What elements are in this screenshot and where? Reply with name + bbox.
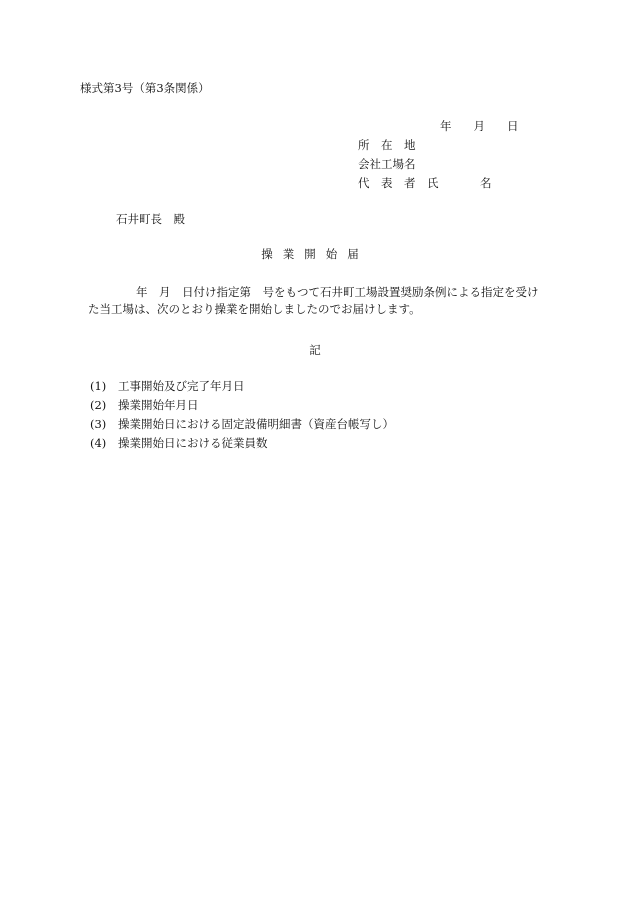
list-item: [90, 377, 394, 396]
sender-block: [358, 136, 492, 193]
sender-company-row: [358, 155, 492, 174]
body-line-2: た当工場は、次のとおり操業を開始しましたのでお届けします。: [88, 302, 421, 317]
date-year: 年: [440, 119, 452, 133]
item-number: (2): [90, 397, 107, 412]
date-month: 月: [473, 119, 485, 133]
item-number: (1): [90, 378, 107, 393]
body-line-1: 年 月 日付け指定第 号をもつて石井町工場設置奨励条例による指定を受け: [136, 285, 539, 299]
item-number: (4): [90, 435, 107, 450]
body-paragraph: [88, 284, 558, 319]
item-text: 操業開始日における従業員数: [118, 435, 268, 450]
date-line: [440, 118, 519, 135]
item-list: [90, 377, 394, 453]
list-item: [90, 415, 394, 434]
item-number: (3): [90, 416, 107, 431]
form-number: 様式第3号（第3条関係）: [80, 81, 210, 95]
list-item: [90, 434, 394, 453]
sender-representative-row: [358, 174, 492, 193]
date-day: 日: [507, 119, 519, 133]
ki-heading: 記: [309, 343, 321, 357]
item-text: 工事開始及び完了年月日: [118, 378, 245, 393]
address-label: 所 在 地: [358, 137, 416, 152]
item-text: 操業開始日における固定設備明細書（資産台帳写し）: [118, 416, 394, 431]
form-title: 操業開始届: [261, 247, 369, 261]
company-label: 会社工場名: [358, 156, 416, 171]
addressee: 石井町長 殿: [116, 212, 185, 226]
item-text: 操業開始年月日: [118, 397, 199, 412]
sender-address-row: [358, 136, 492, 155]
representative-label: 代 表 者 氏: [358, 175, 439, 190]
name-suffix: 名: [480, 175, 492, 190]
list-item: [90, 396, 394, 415]
